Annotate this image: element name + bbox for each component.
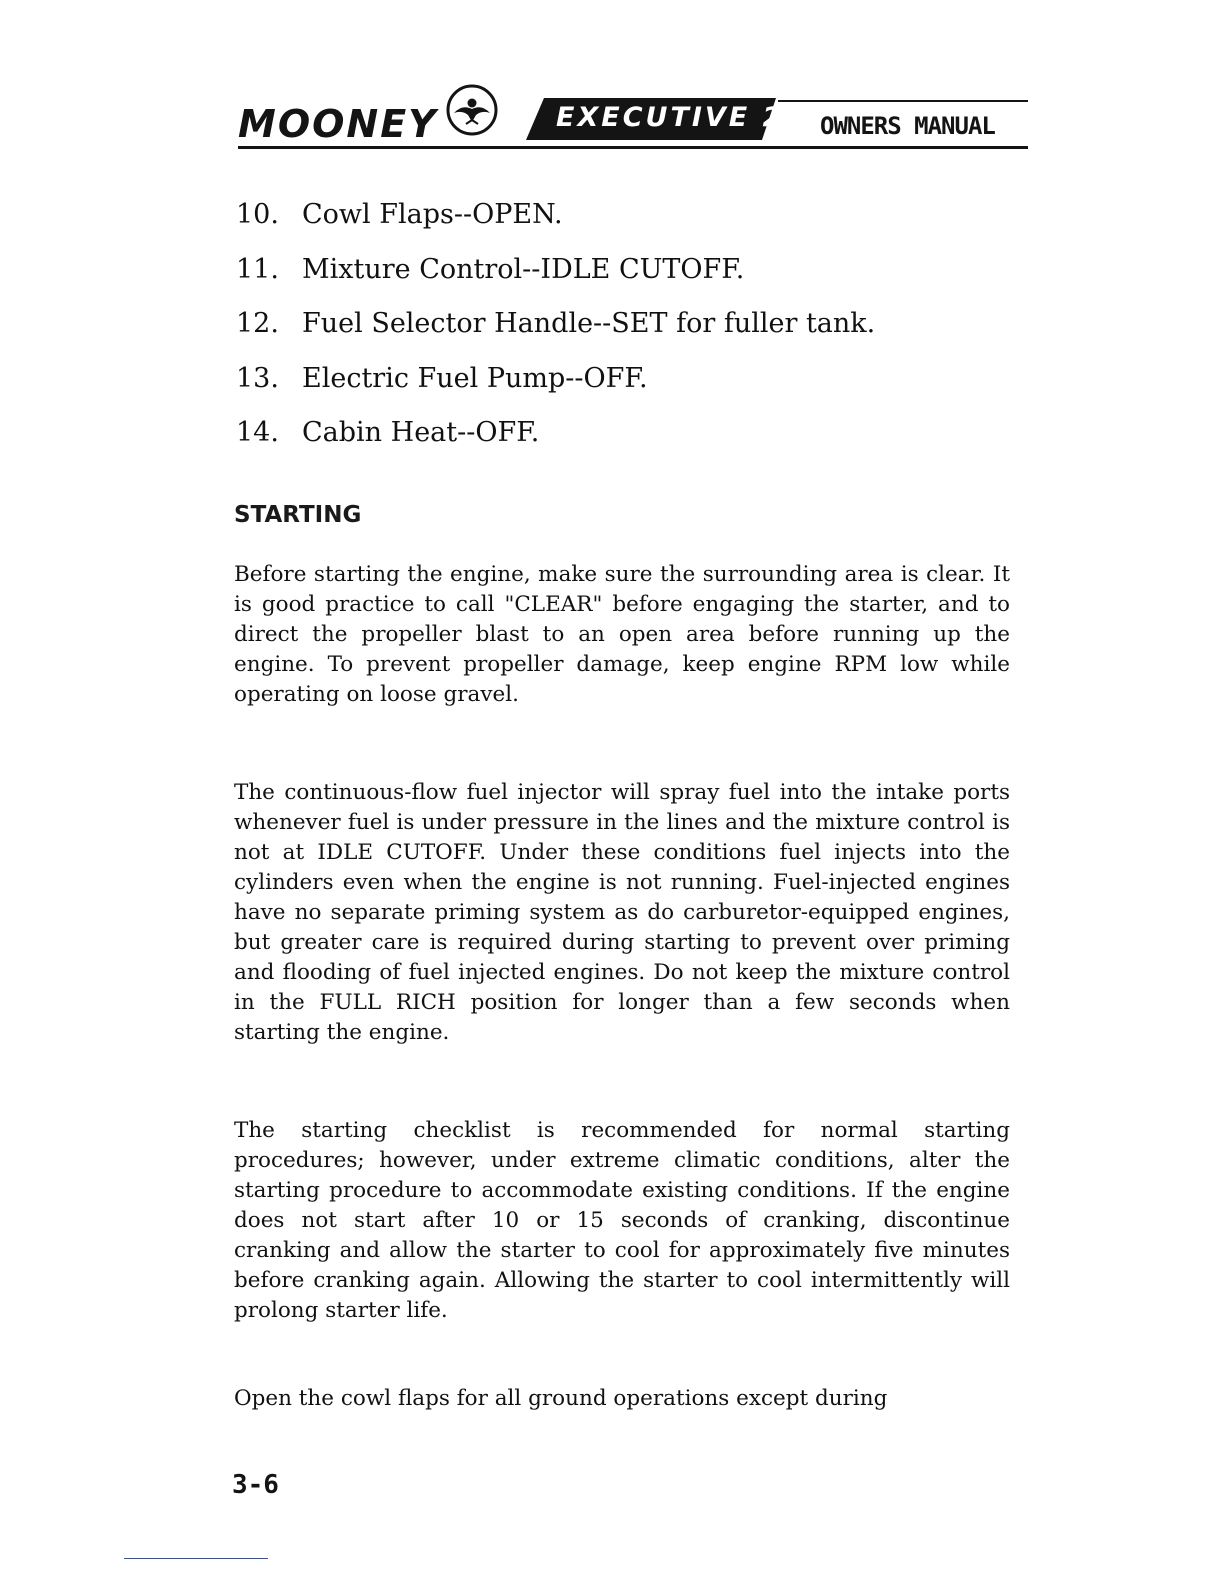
checklist-number: 10. [236, 199, 279, 230]
paragraph-cowl-flaps: Open the cowl flaps for all ground operations except during [234, 1386, 888, 1411]
checklist-number: 12. [236, 308, 279, 339]
mooney-eagle-emblem-icon [444, 82, 500, 138]
checklist-text: Mixture Control--IDLE CUTOFF. [302, 253, 745, 285]
checklist-item [236, 297, 996, 352]
checklist-item [236, 406, 996, 461]
section-heading-starting: STARTING [234, 502, 362, 528]
bottom-edge-line [124, 1558, 268, 1559]
checklist-text: Cowl Flaps--OPEN. [302, 199, 563, 230]
checklist-number: 14. [236, 417, 279, 448]
header-rule [238, 146, 1028, 149]
checklist-number: 11. [236, 253, 279, 285]
brand-name: MOONEY [238, 102, 438, 146]
header-rule-upper [778, 100, 1028, 102]
page-header [238, 80, 1028, 152]
checklist-text: Cabin Heat--OFF. [302, 417, 540, 448]
paragraph-fuel-injector: The continuous-flow fuel injector will spray fuel into the intake ports whenever fuel is under pressure in the lines and the mixture control is not at IDLE CUTOFF. Under these conditions fuel injects into the cylinders even when the engine is not running. Fuel-injected engines have no separate priming system as do carburetor-equipped engines, but greater care is required during starting to prevent over priming and flooding of fuel injected engines. Do not keep the mixture control in the FULL RICH position for longer than a few seconds when starting the engine. [234, 780, 1010, 1045]
checklist-text: Electric Fuel Pump--OFF. [302, 362, 648, 394]
paragraph-starting-checklist: The starting checklist is recommended for normal starting procedures; however, under extreme climatic conditions, alter the starting procedure to accommodate existing conditions. If the engine does not start after 10 or 15 seconds of cranking, discontinue cranking and allow the starter to cool for approximately five minutes before cranking again. Allowing the starter to cool intermittently will prolong starter life. [234, 1118, 1010, 1323]
checklist-item [236, 188, 996, 243]
checklist-number: 13. [236, 362, 279, 394]
checklist [236, 188, 996, 461]
manual-title: OWNERS MANUAL [820, 112, 995, 140]
paragraph-clear-area: Before starting the engine, make sure the surrounding area is clear. It is good practice to call "CLEAR" before engaging the starter, and to direct the propeller blast to an open area before running up the engine. To prevent propeller damage, keep engine RPM low while operating on loose gravel. [234, 562, 1010, 707]
model-name: EXECUTIVE 21 [556, 102, 807, 133]
page-number: 3-6 [232, 1470, 279, 1500]
checklist-item [236, 352, 996, 407]
checklist-item [236, 243, 996, 298]
checklist-text: Fuel Selector Handle--SET for fuller tank. [302, 308, 876, 339]
